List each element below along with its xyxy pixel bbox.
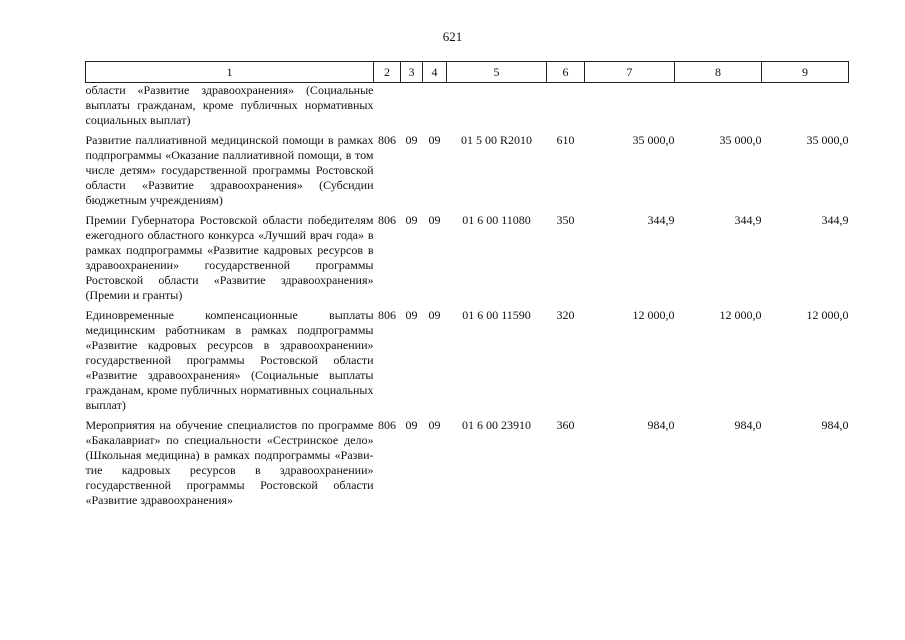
cell-amount-2 <box>675 83 762 134</box>
cell-amount-2: 12 000,0 <box>719 308 762 322</box>
table-row <box>86 83 849 134</box>
cell-ministry: 806 <box>378 308 396 322</box>
column-header: 6 <box>547 62 585 83</box>
cell-expense-type <box>547 83 585 134</box>
table-header-row <box>86 62 849 83</box>
table-row <box>86 213 849 308</box>
cell-section <box>401 83 423 134</box>
column-header: 2 <box>374 62 401 83</box>
cell-target-article: 01 6 00 23910 <box>462 418 531 432</box>
column-header: 8 <box>675 62 762 83</box>
budget-table <box>85 61 849 508</box>
cell-amount-3 <box>762 83 849 134</box>
cell-amount-1 <box>585 83 675 134</box>
cell-target-article <box>447 83 547 134</box>
column-header: 9 <box>762 62 849 83</box>
cell-target-article: 01 6 00 11590 <box>462 308 531 322</box>
cell-amount-3: 344,9 <box>821 213 849 227</box>
cell-ministry: 806 <box>378 418 396 432</box>
row-description: области «Развитие здравоохранения» (Социальные выплаты гражданам, кроме публичных нормативных социальных выплат) <box>85 83 374 127</box>
cell-subsection: 09 <box>428 213 441 227</box>
cell-amount-3: 35 000,0 <box>806 133 849 147</box>
column-header: 5 <box>447 62 547 83</box>
cell-amount-3: 12 000,0 <box>806 308 849 322</box>
cell-expense-type: 320 <box>556 308 575 322</box>
cell-subsection <box>423 83 447 134</box>
column-header: 3 <box>401 62 423 83</box>
cell-ministry <box>374 83 401 134</box>
cell-amount-1: 984,0 <box>647 418 675 432</box>
cell-ministry: 806 <box>378 213 396 227</box>
table-row <box>86 133 849 213</box>
cell-section: 09 <box>405 308 418 322</box>
row-description: Развитие паллиативной медицинской помощи в рамках подпрограммы «Оказание паллиативной помощи, в том числе детям» государственной программы Ростовской области «Развитие здравоохранения» (Субсидии бюджетным учреждениям) <box>85 133 374 207</box>
cell-target-article: 01 6 00 11080 <box>462 213 531 227</box>
cell-amount-2: 984,0 <box>734 418 762 432</box>
row-description: Мероприятия на обучение специалистов по программе «Бакалавриат» по специальности «Сестринское дело» (Школьная медицина) в рамках подпрограммы «Развитие кадровых ресурсов в здравоохранении» государственной программы Ростовской области «Развитие здравоохранения» <box>85 418 374 507</box>
column-header: 7 <box>585 62 675 83</box>
cell-amount-2: 35 000,0 <box>719 133 762 147</box>
cell-section: 09 <box>405 213 418 227</box>
cell-amount-1: 35 000,0 <box>632 133 675 147</box>
cell-amount-3: 984,0 <box>821 418 849 432</box>
cell-ministry: 806 <box>378 133 396 147</box>
column-header: 1 <box>86 62 374 83</box>
column-header: 4 <box>423 62 447 83</box>
cell-amount-1: 344,9 <box>647 213 675 227</box>
page-number: 621 <box>442 29 463 44</box>
table-row <box>86 418 849 508</box>
cell-amount-1: 12 000,0 <box>632 308 675 322</box>
cell-section: 09 <box>405 418 418 432</box>
row-description: Единовременные компенсационные выплаты медицинским работникам в рамках подпрограммы «Развитие кадровых ресурсов в здравоохранении» государственной программы Ростовской области «Развитие здравоохранения» (Социальные выплаты гражданам, кроме публичных нормативных социальных выплат) <box>85 308 374 412</box>
cell-expense-type: 610 <box>556 133 575 147</box>
cell-subsection: 09 <box>428 308 441 322</box>
cell-expense-type: 350 <box>556 213 575 227</box>
table-row <box>86 308 849 418</box>
cell-section: 09 <box>405 133 418 147</box>
cell-amount-2: 344,9 <box>734 213 762 227</box>
cell-expense-type: 360 <box>556 418 575 432</box>
cell-subsection: 09 <box>428 133 441 147</box>
cell-target-article: 01 5 00 R2010 <box>460 133 532 147</box>
row-description: Премии Губернатора Ростовской области победителям ежегодного областного конкурса «Лучший врач года» в рамках подпрограммы «Развитие кадровых ресурсов в здравоохранении» государственной программы Ростовской области «Развитие здравоохранения» (Премии и гранты) <box>85 213 374 302</box>
cell-subsection: 09 <box>428 418 441 432</box>
